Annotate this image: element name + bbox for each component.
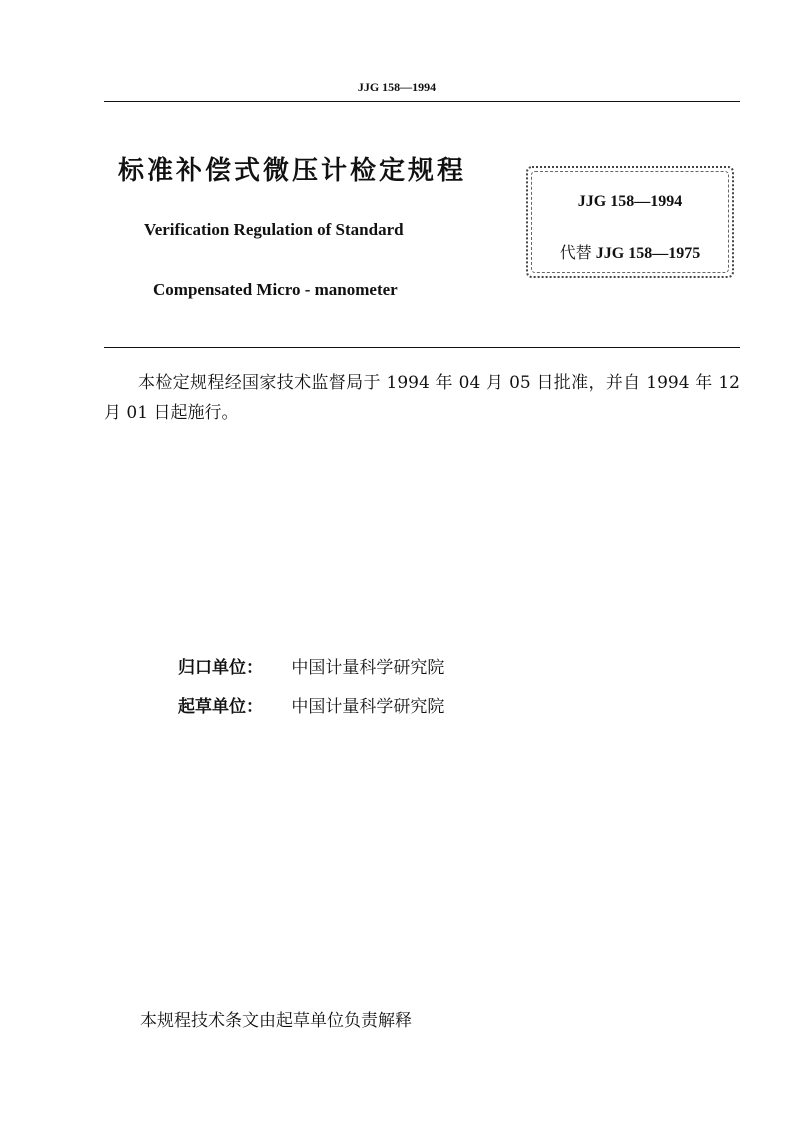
replaces-prefix: 代替	[559, 243, 592, 262]
top-rule	[104, 101, 740, 102]
responsible-unit-value: 中国计量科学研究院	[291, 658, 445, 678]
english-title-line2: Compensated Micro - manometer	[153, 280, 398, 299]
replaces-code: JJG 158—1975	[595, 245, 701, 262]
drafting-unit-label: 起草单位：	[178, 697, 263, 717]
responsible-unit-row	[178, 653, 444, 678]
interpretation-note: 本规程技术条文由起草单位负责解释	[140, 1011, 412, 1031]
chinese-title: 标准补偿式微压计检定规程	[118, 156, 467, 186]
english-title-line1: Verification Regulation of Standard	[144, 220, 404, 239]
header-code: JJG 158—1994	[357, 80, 437, 94]
middle-rule	[104, 347, 740, 348]
drafting-unit-value: 中国计量科学研究院	[291, 697, 445, 717]
code-box	[526, 166, 734, 278]
regulation-code: JJG 158—1994	[577, 193, 683, 210]
approval-paragraph: 本检定规程经国家技术监督局于 1994 年 04 月 05 日批准，并自 1994 年 12 月 01 日起施行。	[104, 373, 740, 423]
drafting-unit-row	[178, 692, 444, 717]
responsible-unit-label: 归口单位：	[178, 658, 263, 678]
replaces-line	[528, 240, 732, 263]
